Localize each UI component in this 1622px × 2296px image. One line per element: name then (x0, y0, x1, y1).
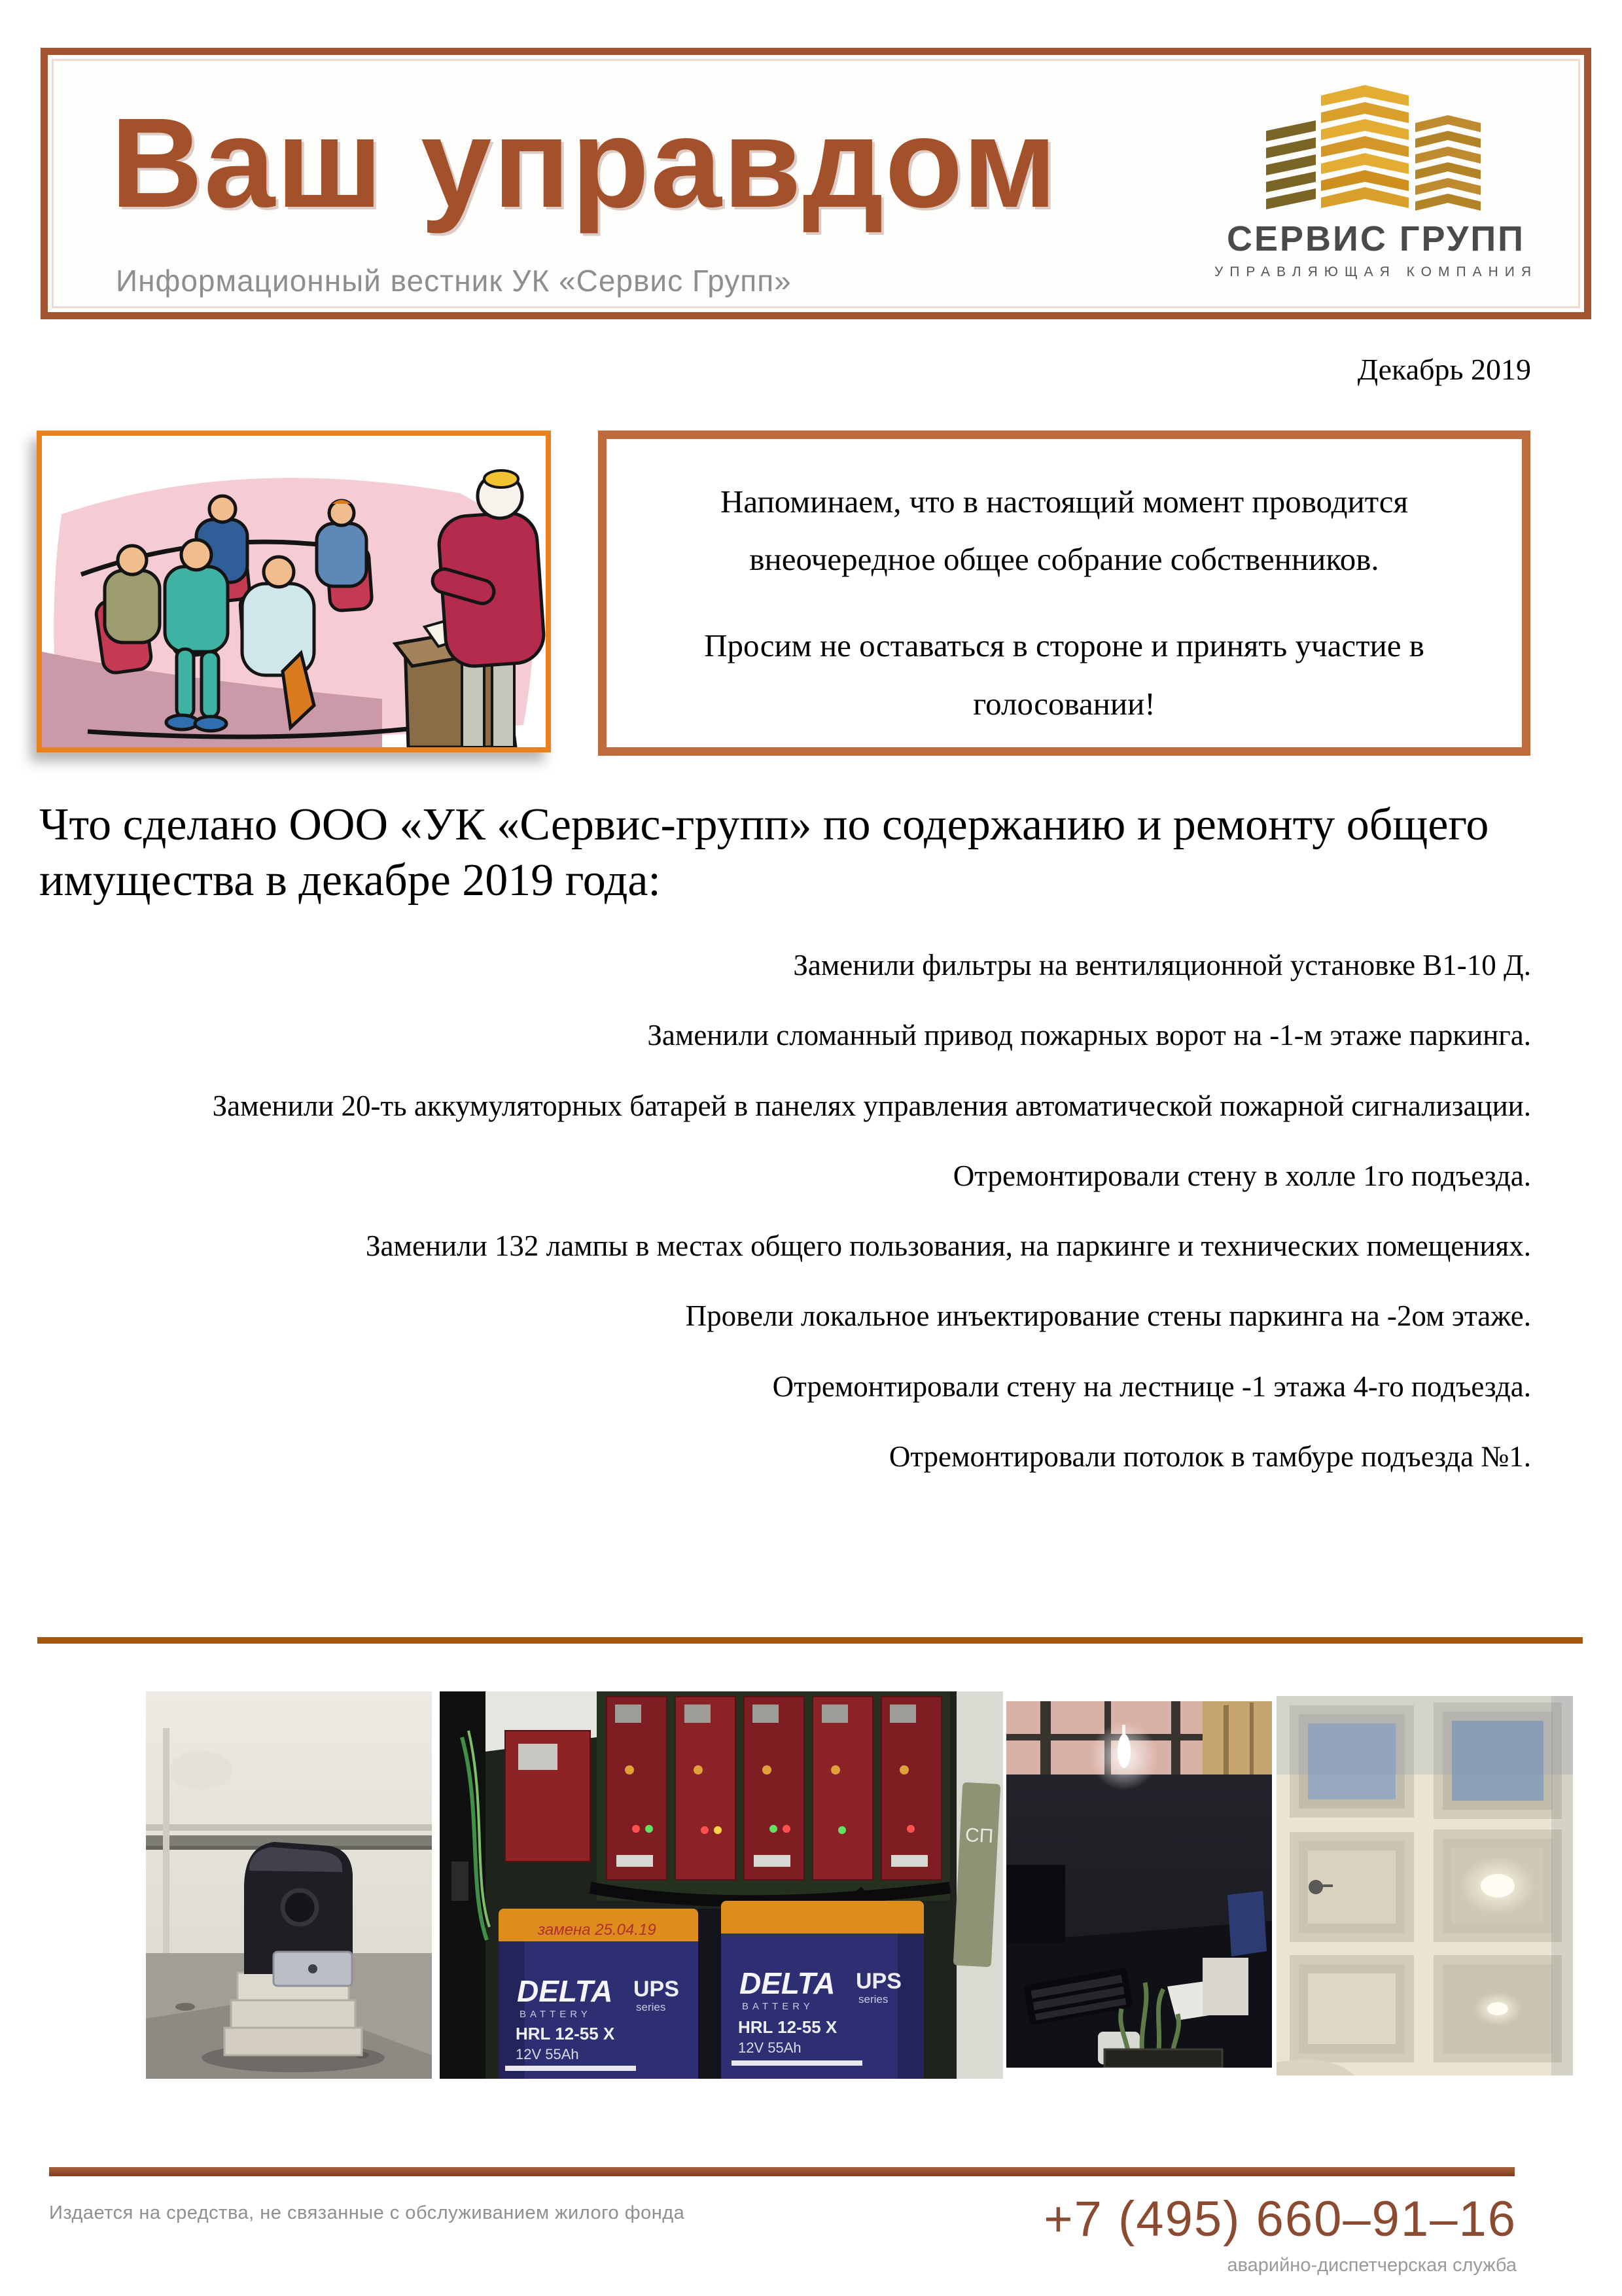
battery-capacity: 12V 55Ah (738, 2040, 802, 2056)
battery-series-sub: series (636, 2001, 666, 2013)
masthead-box (41, 48, 1591, 319)
work-item: Заменили 132 лампы в местах общего пользования, на паркинге и технических помещениях. (365, 1229, 1531, 1262)
gate-drive-unit (244, 1842, 353, 1986)
battery-brand-sub: BATTERY (742, 2001, 814, 2012)
footer-phone-caption: аварийно-диспетчерская служба (1227, 2255, 1517, 2276)
photo-coffered-ceiling (1277, 1696, 1573, 2075)
footer-divider-bar (49, 2167, 1515, 2176)
section-divider (37, 1637, 1583, 1644)
company-logo (1212, 81, 1540, 280)
issue-date: Декабрь 2019 (1357, 353, 1531, 386)
photo-gate-drive (146, 1691, 432, 2079)
works-heading: Что сделано ООО «УК «Сервис-групп» по содержанию и ремонту общего имущества в декабре 2019 года: (39, 800, 1489, 906)
announcement-text (659, 473, 1470, 733)
meeting-clipart-box (37, 431, 551, 752)
work-item: Заменили 20-ть аккумуляторных батарей в панелях управления автоматической пожарной сигнализации. (212, 1089, 1531, 1122)
battery-brand-sub: BATTERY (520, 2009, 591, 2020)
battery-series-sub: series (858, 1993, 889, 2005)
ups-battery-left (499, 1909, 698, 2079)
buildings-logo-icon (1258, 81, 1494, 212)
logo-middle-building (1321, 85, 1409, 208)
photo-dark-room (1006, 1701, 1272, 2068)
logo-right-building (1415, 115, 1481, 211)
work-item: Отремонтировали стену на лестнице -1 этажа 4-го подъезда. (772, 1369, 1531, 1403)
announcement-paragraph-1: Напоминаем, что в настоящий момент проводится внеочередное общее собрание собственников. (720, 484, 1409, 578)
photo-fire-panel-batteries (440, 1691, 1003, 2079)
announcement-box (598, 431, 1530, 756)
work-item: Отремонтировали потолок в тамбуре подъезда №1. (889, 1439, 1531, 1473)
work-item: Отремонтировали стену в холле 1го подъезда. (953, 1159, 1531, 1192)
company-tagline: УПРАВЛЯЮЩАЯ КОМПАНИЯ (1214, 264, 1538, 279)
work-item: Заменили фильтры на вентиляционной установке В1-10 Д. (793, 949, 1531, 981)
ups-battery-right (721, 1901, 924, 2079)
work-item: Заменили сломанный привод пожарных ворот на -1-м этаже паркинга. (647, 1019, 1531, 1052)
works-list (65, 950, 1531, 1511)
battery-series: UPS (633, 1977, 679, 2002)
battery-model: HRL 12-55 X (738, 2017, 837, 2037)
footer-phone-number: +7 (495) 660–91–16 (1044, 2191, 1517, 2247)
meeting-clipart-image (42, 436, 546, 747)
battery-handwriting: замена 25.04.19 (538, 1921, 656, 1939)
newsletter-subtitle: Информационный вестник УК «Сервис Групп» (116, 264, 792, 298)
work-item: Провели локальное инъектирование стены паркинга на -2ом этаже. (685, 1299, 1531, 1333)
battery-brand: DELTA (739, 1966, 836, 2000)
announcement-paragraph-2: Просим не оставаться в стороне и принять участие в голосовании! (704, 627, 1424, 722)
newsletter-title: Ваш управдом (111, 92, 1059, 234)
battery-series: UPS (856, 1969, 902, 1994)
company-name: СЕРВИС ГРУПП (1227, 219, 1525, 258)
battery-capacity: 12V 55Ah (516, 2046, 579, 2062)
battery-brand: DELTA (517, 1974, 613, 2008)
footer-note: Издается на средства, не связанные с обслуживанием жилого фонда (49, 2202, 685, 2223)
battery-model: HRL 12-55 X (516, 2024, 615, 2043)
sticker-text: СП (964, 1824, 995, 1848)
logo-left-building (1266, 120, 1316, 209)
